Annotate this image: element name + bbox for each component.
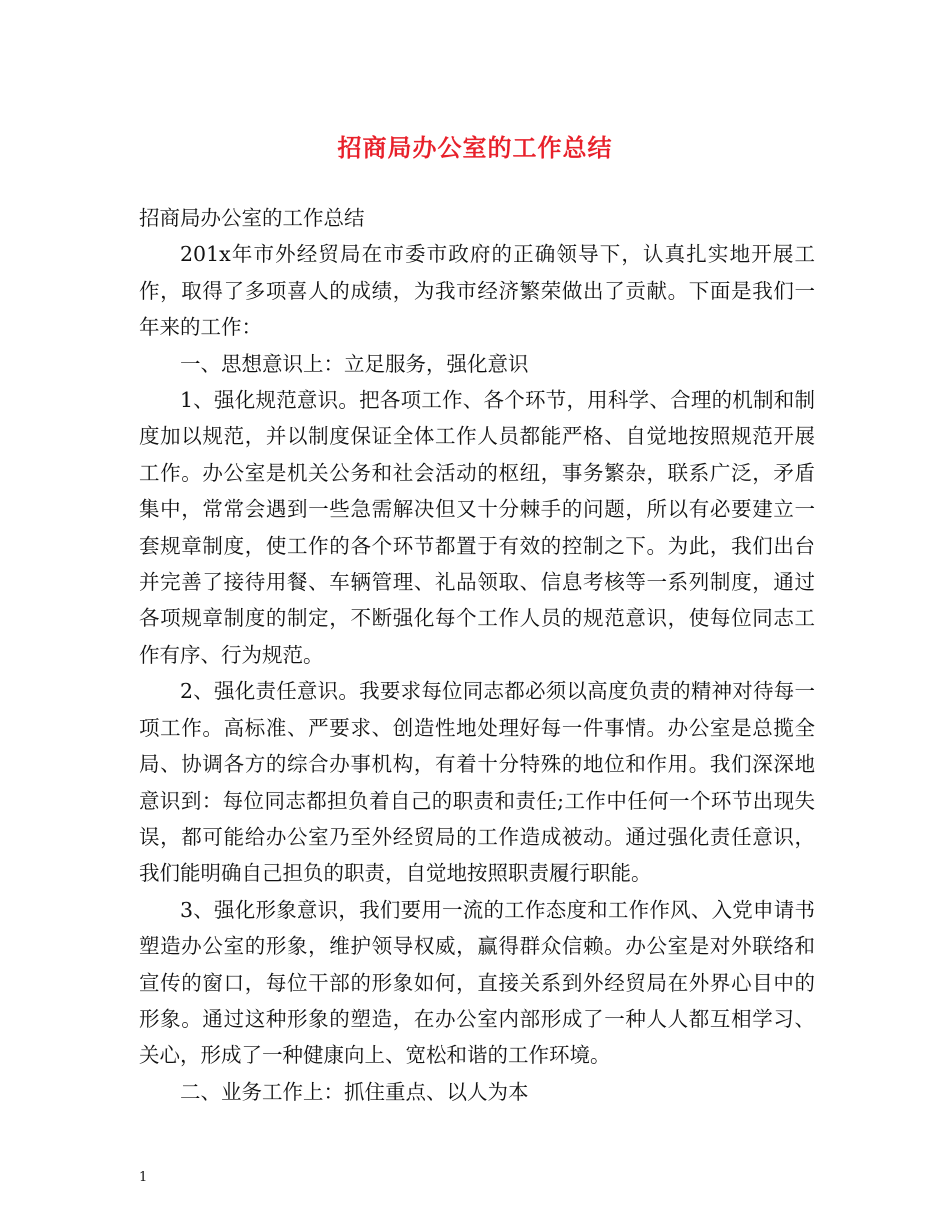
page-number: 1: [139, 1170, 148, 1185]
body-heading: 招商局办公室的工作总结: [139, 206, 365, 230]
section-heading-1: 一、思想意识上：立足服务，强化意识: [180, 351, 529, 376]
paragraph-image: 3、强化形象意识，我们要用一流的工作态度和工作作风、入党申请书塑造办公室的形象，维护领导权威，赢得群众信赖。办公室是对外联络和宣传的窗口，每位干部的形象如何，直接关系到外经贸局在外界心目中的形象。通过这种形象的塑造，在办公室内部形成了一种人人都互相学习、关心，形成了一种健康向上、宽松和谐的工作环境。: [139, 897, 815, 1068]
section-heading-2: 二、业务工作上：抓住重点、以人为本: [180, 1079, 529, 1104]
document-body: [139, 200, 815, 1110]
intro-paragraph: 201x年市外经贸局在市委市政府的正确领导下，认真扎实地开展工作，取得了多项喜人的成绩，为我市经济繁荣做出了贡献。下面是我们一年来的工作：: [139, 242, 815, 340]
paragraph-norms: 1、强化规范意识。把各项工作、各个环节，用科学、合理的机制和制度加以规范，并以制度保证全体工作人员都能严格、自觉地按照规范开展工作。办公室是机关公务和社会活动的枢纽，事务繁杂，联系广泛，矛盾集中，常常会遇到一些急需解决但又十分棘手的问题，所以有必要建立一套规章制度，使工作的各个环节都置于有效的控制之下。为此，我们出台并完善了接待用餐、车辆管理、礼品领取、信息考核等一系列制度，通过各项规章制度的制定，不断强化每个工作人员的规范意识，使每位同志工作有序、行为规范。: [139, 388, 815, 667]
paragraph-responsibility: 2、强化责任意识。我要求每位同志都必须以高度负责的精神对待每一项工作。高标准、严要求、创造性地处理好每一件事情。办公室是总揽全局、协调各方的综合办事机构，有着十分特殊的地位和作用。我们深深地意识到：每位同志都担负着自己的职责和责任;工作中任何一个环节出现失误，都可能给办公室乃至外经贸局的工作造成被动。通过强化责任意识，我们能明确自己担负的职责，自觉地按照职责履行职能。: [139, 679, 815, 886]
document-title: 招商局办公室的工作总结: [337, 134, 613, 162]
